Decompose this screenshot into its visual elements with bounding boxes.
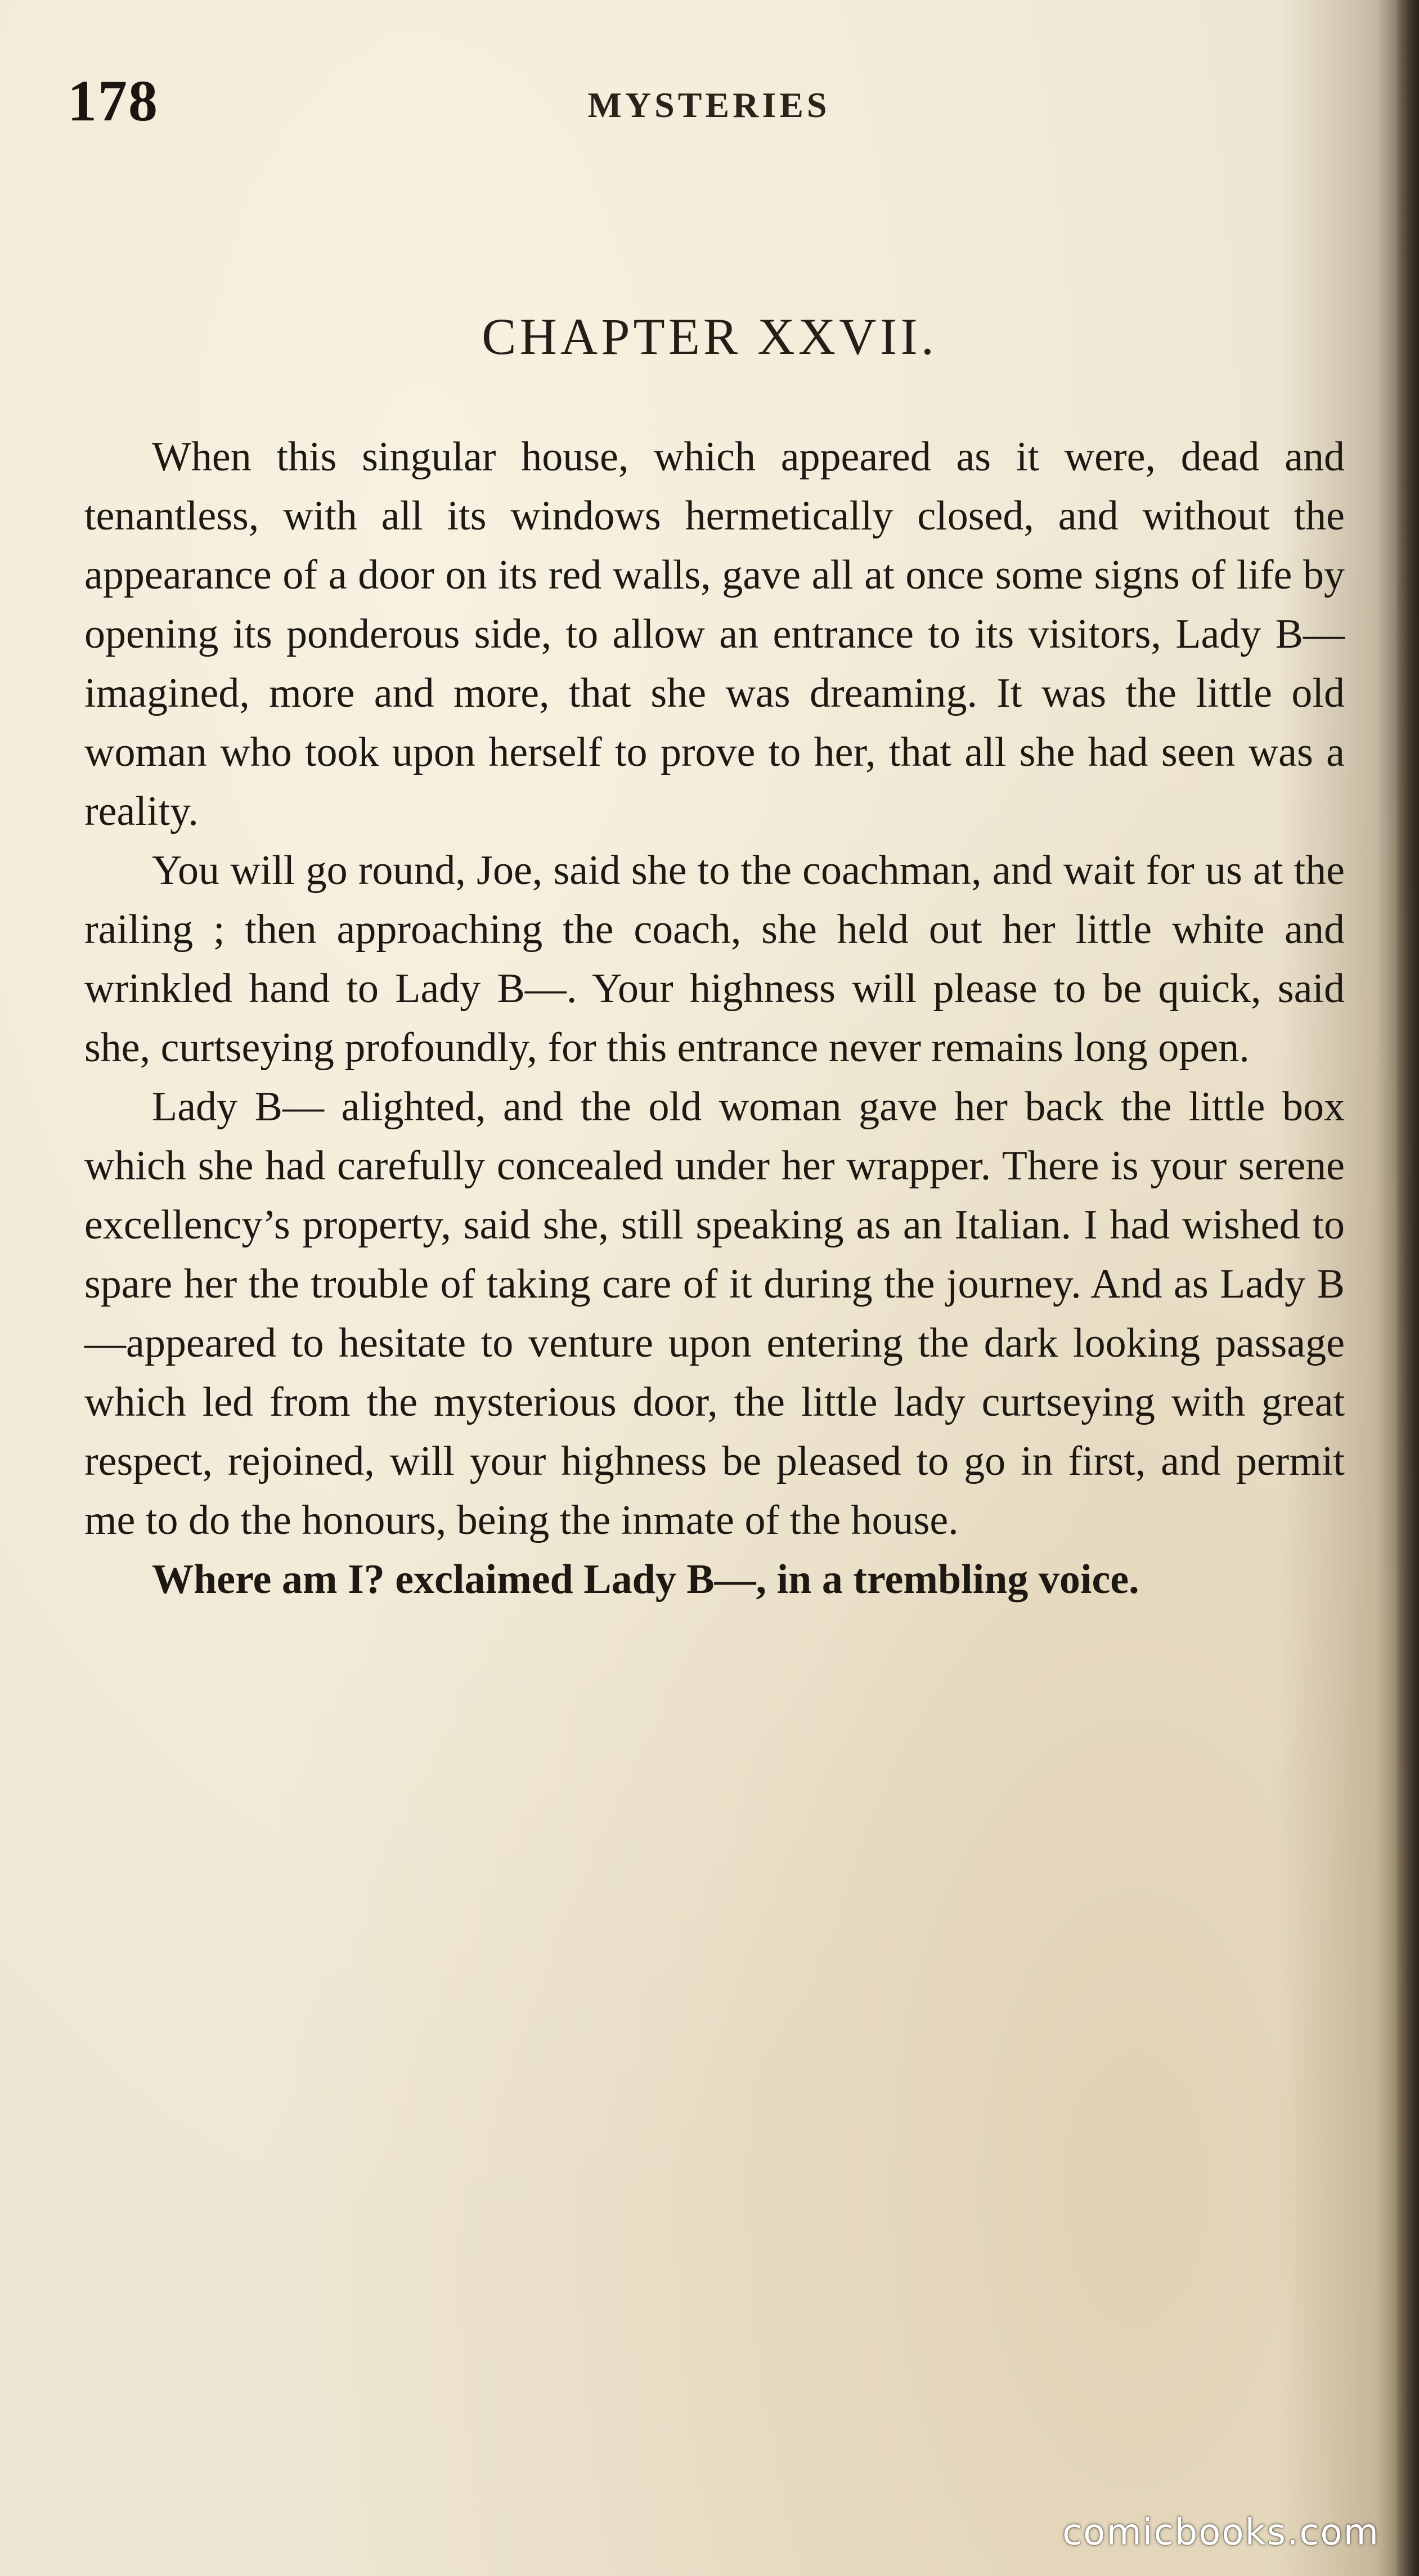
paragraph-1: When this singular house, which appeared as it were, dead and tenantless, with all its windows hermetically closed, and without the appearance of a door on its red walls, gave all at once some signs of life by opening its ponderous side, to allow an entrance to its visitors, Lady B— imagined, more and more, that she was dreaming. It was the little old woman who took upon herself to prove to her, that all she had seen was a reality. [84,434,1345,834]
paragraph-4: Where am I? exclaimed Lady B—, in a trembling voice. [152,1556,1139,1603]
running-head [68,68,1350,133]
running-title: MYSTERIES [587,85,830,125]
chapter-heading: CHAPTER XXVII. [482,308,937,365]
page-spine-shadow [1396,0,1419,2576]
paragraph-2: You will go round, Joe, said she to the coachman, and wait for us at the railing ; then approaching the coach, she held out her little white and wrinkled hand to Lady B—. Your highness will please to be quick, said she, curtseying profoundly, for this entrance never remains long open. [84,847,1345,1071]
paragraph-3: Lady B— alighted, and the old woman gave her back the little box which she had carefully concealed under her wrapper. There is your serene excellency’s property, said she, still speaking as an Italian. I had wished to spare her the trouble of taking care of it during the journey. And as Lady B—appeared to hesitate to venture upon entering the dark looking passage which led from the mysterious door, the little lady curtseying with great respect, rejoined, will your highness be pleased to go in first, and permit me to do the honours, being the inmate of the house. [84,1084,1345,1543]
watermark: comicbooks.com [1062,2512,1380,2553]
body-text [84,428,1345,1609]
page-number: 178 [68,69,159,133]
